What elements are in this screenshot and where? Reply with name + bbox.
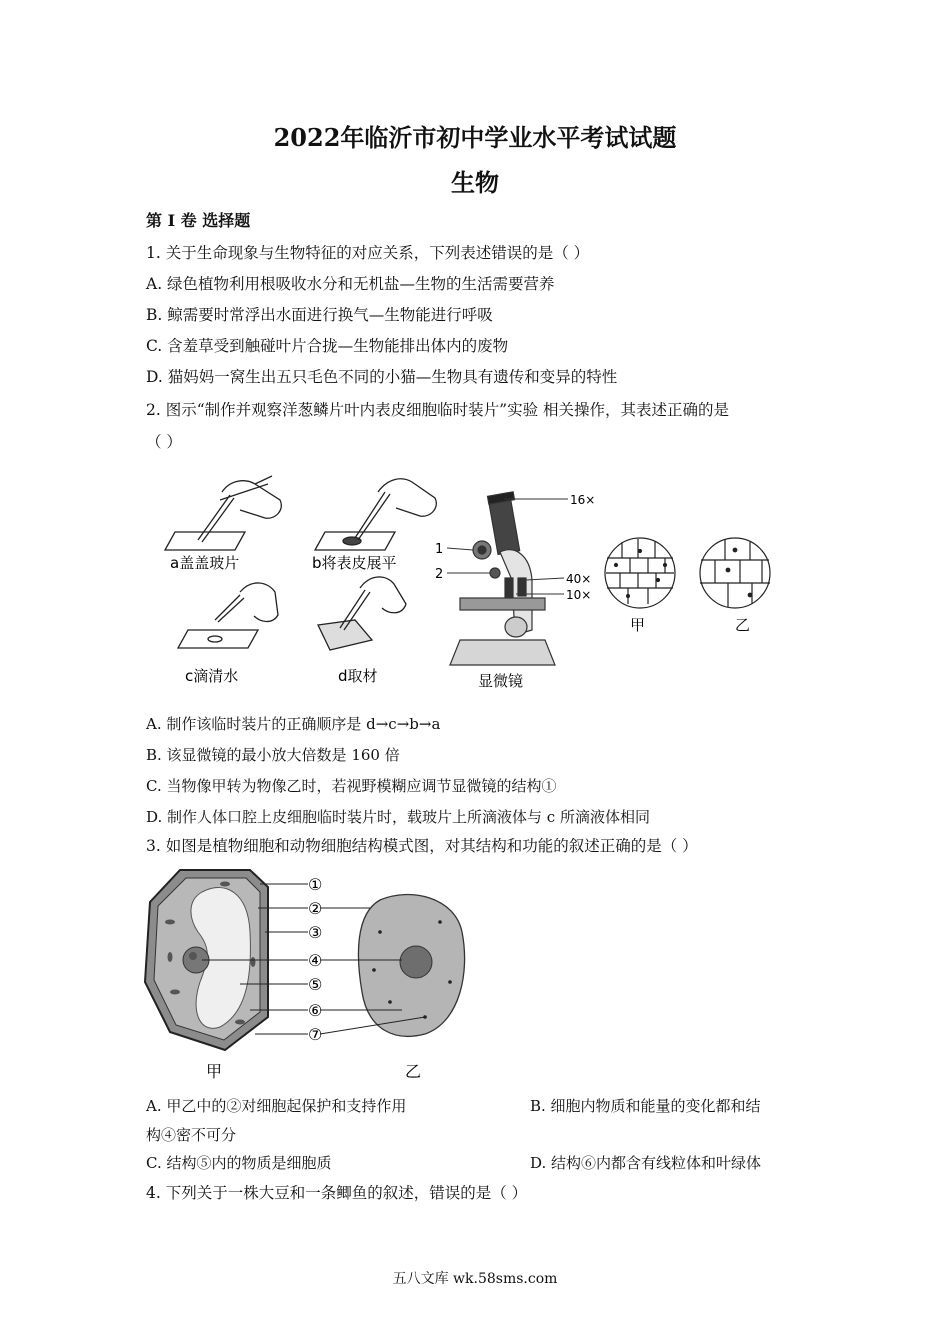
eyepiece-label: 16× xyxy=(570,493,596,507)
q1-option-c: C. 含羞草受到触碰叶片合拢—生物能排出体内的废物 xyxy=(146,337,509,355)
q2-option-a: A. 制作该临时装片的正确顺序是 d→c→b→a xyxy=(146,715,441,733)
plant-cell-label: 甲 xyxy=(206,1062,223,1081)
section-heading: 第 I 卷 选择题 xyxy=(146,211,251,230)
step-d-illustration xyxy=(318,577,406,650)
q2-figure xyxy=(160,470,800,695)
view-yi-illustration xyxy=(700,538,770,608)
q3-option-b-cont: 构④密不可分 xyxy=(146,1126,237,1144)
q3-figure xyxy=(140,862,480,1087)
q3-option-b: B. 细胞内物质和能量的变化都和结 xyxy=(530,1097,761,1115)
label-4: ④ xyxy=(308,951,323,970)
page-title: 2022年临沂市初中学业水平考试试题 xyxy=(273,123,677,152)
objective-low-label: 10× xyxy=(566,588,592,602)
label-7: ⑦ xyxy=(308,1025,323,1044)
q2-stem-bracket: （ ） xyxy=(146,433,182,451)
step-c-illustration xyxy=(178,583,278,648)
view-jia-illustration xyxy=(605,538,675,608)
animal-cell-label: 乙 xyxy=(405,1062,422,1081)
q2-stem: 2. 图示“制作并观察洋葱鳞片叶内表皮细胞临时装片”实验 相关操作，其表述正确的是 xyxy=(146,401,729,419)
page-footer: 五八文库 wk.58sms.com xyxy=(392,1271,558,1287)
mark-2-label: 2 xyxy=(435,567,444,582)
q3-option-d: D. 结构⑥内都含有线粒体和叶绿体 xyxy=(530,1154,762,1172)
q1-option-b: B. 鲸需要时常浮出水面进行换气—生物能进行呼吸 xyxy=(146,306,493,324)
label-5: ⑤ xyxy=(308,975,323,994)
q1-option-a: A. 绿色植物利用根吸收水分和无机盐—生物的生活需要营养 xyxy=(146,275,555,293)
step-c-label: c滴清水 xyxy=(185,667,239,685)
microscope-label: 显微镜 xyxy=(478,672,524,690)
step-a-label: a盖盖玻片 xyxy=(170,554,240,572)
microscope-illustration xyxy=(450,492,555,665)
label-2: ② xyxy=(308,899,323,918)
q4-stem: 4. 下列关于一株大豆和一条鲫鱼的叙述，错误的是（ ） xyxy=(146,1184,528,1202)
step-d-label: d取材 xyxy=(338,667,378,685)
q1-stem: 1. 关于生命现象与生物特征的对应关系，下列表述错误的是（ ） xyxy=(146,244,590,262)
view-jia-label: 甲 xyxy=(630,616,646,634)
q1-option-d: D. 猫妈妈一窝生出五只毛色不同的小猫—生物具有遗传和变异的特性 xyxy=(146,368,618,386)
q2-option-d: D. 制作人体口腔上皮细胞临时装片时，载玻片上所滴液体与 c 所滴液体相同 xyxy=(146,808,650,826)
view-yi-label: 乙 xyxy=(735,616,751,634)
step-b-illustration xyxy=(315,479,436,550)
q3-option-c: C. 结构⑤内的物质是细胞质 xyxy=(146,1154,332,1172)
q3-stem: 3. 如图是植物细胞和动物细胞结构模式图，对其结构和功能的叙述正确的是（ ） xyxy=(146,837,698,855)
label-1: ① xyxy=(308,875,323,894)
q2-option-b: B. 该显微镜的最小放大倍数是 160 倍 xyxy=(146,746,400,764)
objective-high-label: 40× xyxy=(566,572,592,586)
step-a-illustration xyxy=(165,476,281,550)
q3-option-a: A. 甲乙中的②对细胞起保护和支持作用 xyxy=(146,1097,407,1115)
subject-title: 生物 xyxy=(451,168,499,197)
animal-cell-illustration xyxy=(358,895,464,1037)
step-b-label: b将表皮展平 xyxy=(312,554,397,572)
label-3: ③ xyxy=(308,923,323,942)
label-6: ⑥ xyxy=(308,1001,323,1020)
q2-option-c: C. 当物像甲转为物像乙时，若视野模糊应调节显微镜的结构① xyxy=(146,777,557,795)
mark-1-label: 1 xyxy=(435,542,444,557)
